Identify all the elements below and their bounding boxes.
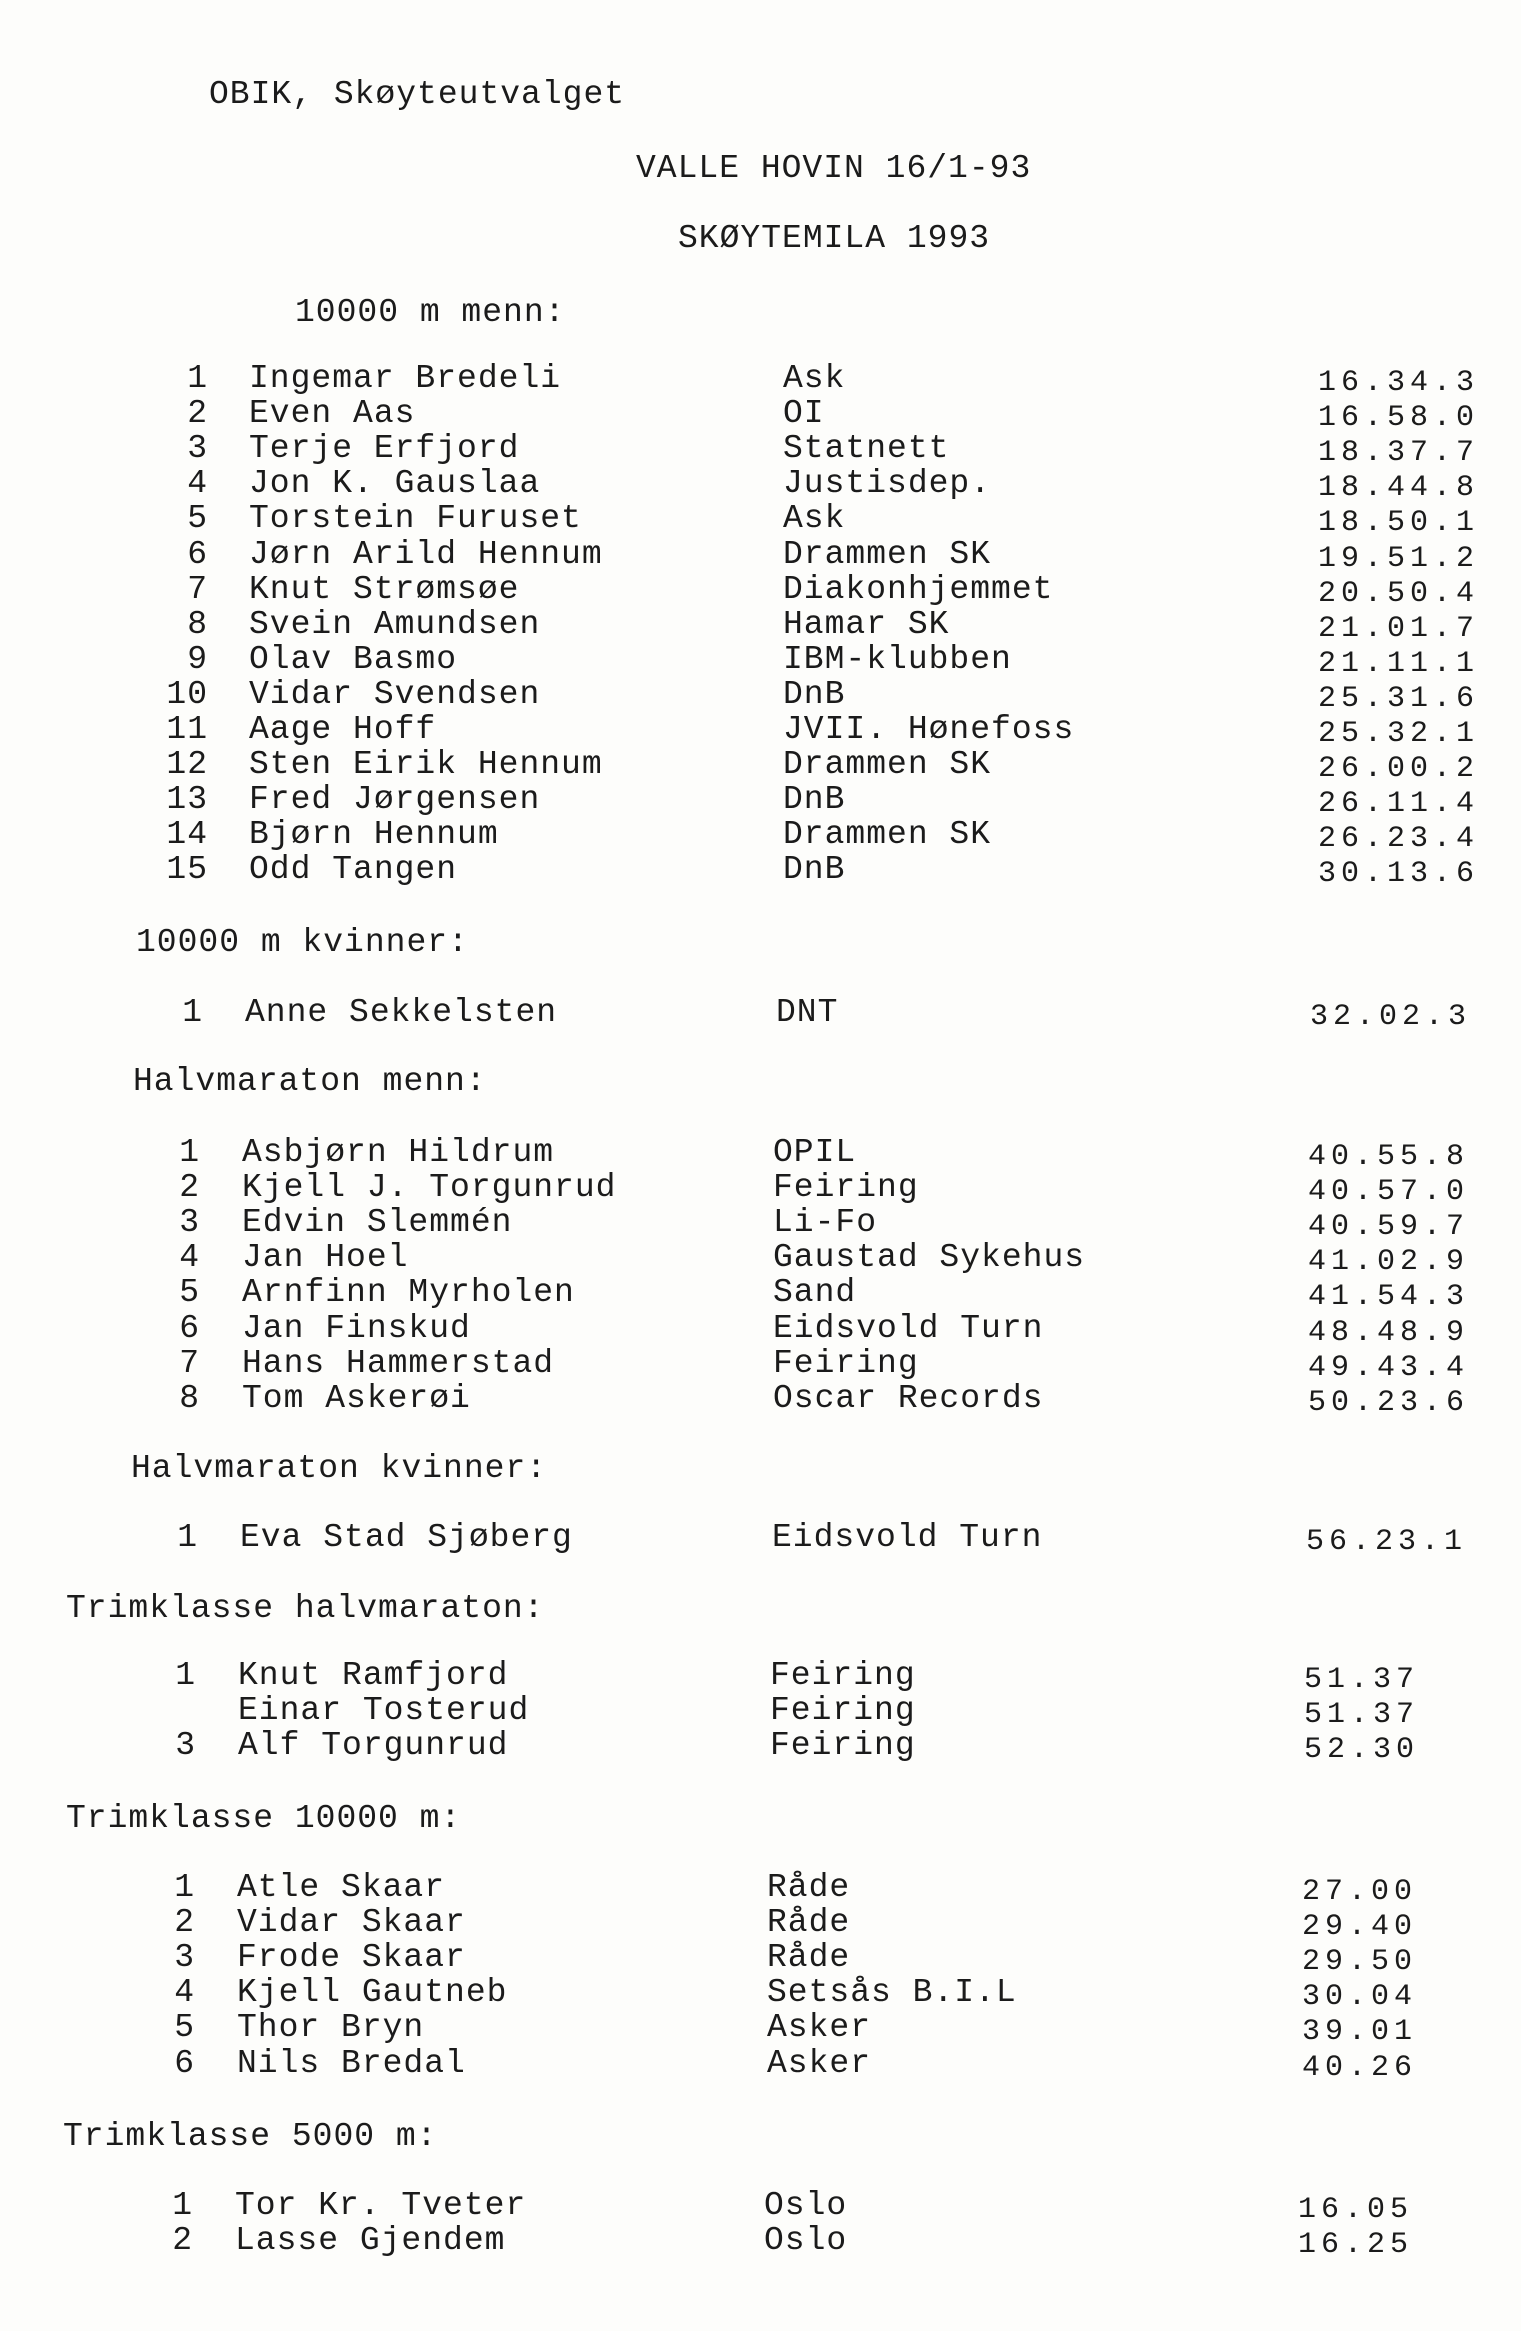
athlete-name: Tom Askerøi bbox=[242, 1380, 471, 1417]
result-row bbox=[0, 1692, 1521, 1732]
athlete-name: Edvin Slemmén bbox=[242, 1204, 513, 1241]
club-name: Råde bbox=[767, 1869, 851, 1906]
club-name: Feiring bbox=[773, 1345, 919, 1382]
result-time: 49.43.4 bbox=[1308, 1351, 1470, 1385]
athlete-name: Jørn Arild Hennum bbox=[249, 536, 603, 573]
result-row bbox=[0, 1904, 1521, 1944]
result-row bbox=[0, 1869, 1521, 1909]
athlete-name: Anne Sekkelsten bbox=[245, 994, 558, 1031]
club-name: Oscar Records bbox=[773, 1380, 1044, 1417]
athlete-name: Even Aas bbox=[249, 395, 416, 432]
rank: 8 bbox=[179, 1380, 200, 1417]
result-time: 25.31.6 bbox=[1318, 682, 1480, 716]
club-name: Drammen SK bbox=[783, 816, 992, 853]
result-row bbox=[0, 816, 1521, 856]
rank: 5 bbox=[179, 1274, 200, 1311]
result-time: 21.01.7 bbox=[1318, 612, 1480, 646]
result-row bbox=[0, 1274, 1521, 1314]
result-time: 16.05 bbox=[1298, 2193, 1414, 2227]
club-name: Hamar SK bbox=[783, 606, 950, 643]
rank: 2 bbox=[179, 1169, 200, 1206]
rank: 2 bbox=[174, 1904, 195, 1941]
rank: 12 bbox=[166, 746, 208, 783]
rank: 1 bbox=[187, 360, 208, 397]
result-time: 51.37 bbox=[1304, 1698, 1420, 1732]
athlete-name: Tor Kr. Tveter bbox=[235, 2187, 527, 2224]
rank: 6 bbox=[179, 1310, 200, 1347]
athlete-name: Jon K. Gauslaa bbox=[249, 465, 541, 502]
result-row bbox=[0, 1310, 1521, 1350]
athlete-name: Kjell J. Torgunrud bbox=[242, 1169, 617, 1206]
rank: 4 bbox=[187, 465, 208, 502]
club-name: OI bbox=[783, 395, 825, 432]
rank: 2 bbox=[172, 2222, 193, 2259]
result-row bbox=[0, 360, 1521, 400]
club-name: Drammen SK bbox=[783, 746, 992, 783]
athlete-name: Aage Hoff bbox=[249, 711, 437, 748]
section-title: 10000 m kvinner: bbox=[136, 924, 469, 961]
result-row bbox=[0, 711, 1521, 751]
rank: 3 bbox=[179, 1204, 200, 1241]
athlete-name: Vidar Skaar bbox=[237, 1904, 466, 1941]
result-time: 30.13.6 bbox=[1318, 857, 1480, 891]
result-time: 18.37.7 bbox=[1318, 436, 1480, 470]
club-name: Diakonhjemmet bbox=[783, 571, 1054, 608]
club-name: Drammen SK bbox=[783, 536, 992, 573]
result-time: 26.11.4 bbox=[1318, 787, 1480, 821]
result-row bbox=[0, 1519, 1521, 1559]
venue-date: VALLE HOVIN 16/1-93 bbox=[636, 150, 1032, 187]
athlete-name: Atle Skaar bbox=[237, 1869, 446, 1906]
result-time: 26.23.4 bbox=[1318, 822, 1480, 856]
result-time: 48.48.9 bbox=[1308, 1316, 1470, 1350]
result-row bbox=[0, 1239, 1521, 1279]
result-row bbox=[0, 536, 1521, 576]
club-name: Asker bbox=[767, 2045, 872, 2082]
club-name: JVII. Hønefoss bbox=[783, 711, 1075, 748]
athlete-name: Eva Stad Sjøberg bbox=[240, 1519, 573, 1556]
athlete-name: Knut Strømsøe bbox=[249, 571, 520, 608]
section-title: Trimklasse halvmaraton: bbox=[66, 1590, 545, 1627]
athlete-name: Jan Hoel bbox=[242, 1239, 409, 1276]
club-name: Ask bbox=[783, 500, 846, 537]
athlete-name: Odd Tangen bbox=[249, 851, 458, 888]
club-name: OPIL bbox=[773, 1134, 857, 1171]
club-name: Setsås B.I.L bbox=[767, 1974, 1017, 2011]
athlete-name: Asbjørn Hildrum bbox=[242, 1134, 555, 1171]
club-name: Feiring bbox=[770, 1692, 916, 1729]
result-row bbox=[0, 994, 1521, 1034]
club-name: Eidsvold Turn bbox=[773, 1310, 1044, 1347]
club-name: Li-Fo bbox=[773, 1204, 878, 1241]
result-time: 51.37 bbox=[1304, 1663, 1420, 1697]
result-row bbox=[0, 641, 1521, 681]
result-row bbox=[0, 1204, 1521, 1244]
result-row bbox=[0, 430, 1521, 470]
result-time: 40.26 bbox=[1302, 2051, 1418, 2085]
rank: 10 bbox=[166, 676, 208, 713]
club-name: Sand bbox=[773, 1274, 857, 1311]
athlete-name: Knut Ramfjord bbox=[238, 1657, 509, 1694]
result-row bbox=[0, 1345, 1521, 1385]
rank: 15 bbox=[166, 851, 208, 888]
rank: 4 bbox=[179, 1239, 200, 1276]
rank: 1 bbox=[179, 1134, 200, 1171]
club-name: Asker bbox=[767, 2009, 872, 2046]
club-name: IBM-klubben bbox=[783, 641, 1012, 678]
result-row bbox=[0, 571, 1521, 611]
result-row bbox=[0, 676, 1521, 716]
rank: 1 bbox=[175, 1657, 196, 1694]
result-row bbox=[0, 851, 1521, 891]
result-time: 30.04 bbox=[1302, 1980, 1418, 2014]
event-title: SKØYTEMILA 1993 bbox=[678, 220, 991, 257]
result-row bbox=[0, 1939, 1521, 1979]
section-title: 10000 m menn: bbox=[295, 294, 566, 331]
result-time: 21.11.1 bbox=[1318, 647, 1480, 681]
result-row bbox=[0, 2187, 1521, 2227]
rank: 3 bbox=[174, 1939, 195, 1976]
rank: 5 bbox=[174, 2009, 195, 2046]
club-name: DnB bbox=[783, 851, 846, 888]
organization-title: OBIK, Skøyteutvalget bbox=[209, 76, 626, 113]
result-time: 40.57.0 bbox=[1308, 1175, 1470, 1209]
result-time: 39.01 bbox=[1302, 2015, 1418, 2049]
result-time: 26.00.2 bbox=[1318, 752, 1480, 786]
result-time: 56.23.1 bbox=[1306, 1525, 1468, 1559]
athlete-name: Olav Basmo bbox=[249, 641, 458, 678]
club-name: DnB bbox=[783, 676, 846, 713]
athlete-name: Thor Bryn bbox=[237, 2009, 425, 2046]
result-time: 19.51.2 bbox=[1318, 542, 1480, 576]
athlete-name: Svein Amundsen bbox=[249, 606, 541, 643]
result-time: 29.40 bbox=[1302, 1910, 1418, 1944]
result-time: 52.30 bbox=[1304, 1733, 1420, 1767]
result-time: 16.34.3 bbox=[1318, 366, 1480, 400]
result-row bbox=[0, 1657, 1521, 1697]
athlete-name: Kjell Gautneb bbox=[237, 1974, 508, 2011]
result-row bbox=[0, 395, 1521, 435]
result-time: 20.50.4 bbox=[1318, 577, 1480, 611]
athlete-name: Sten Eirik Hennum bbox=[249, 746, 603, 783]
rank: 6 bbox=[174, 2045, 195, 2082]
result-time: 25.32.1 bbox=[1318, 717, 1480, 751]
athlete-name: Bjørn Hennum bbox=[249, 816, 499, 853]
club-name: Gaustad Sykehus bbox=[773, 1239, 1086, 1276]
club-name: Råde bbox=[767, 1939, 851, 1976]
club-name: DNT bbox=[776, 994, 839, 1031]
athlete-name: Hans Hammerstad bbox=[242, 1345, 555, 1382]
result-time: 16.58.0 bbox=[1318, 401, 1480, 435]
athlete-name: Alf Torgunrud bbox=[238, 1727, 509, 1764]
rank: 2 bbox=[187, 395, 208, 432]
athlete-name: Torstein Furuset bbox=[249, 500, 582, 537]
club-name: Oslo bbox=[764, 2187, 848, 2224]
result-time: 32.02.3 bbox=[1310, 1000, 1472, 1034]
rank: 1 bbox=[177, 1519, 198, 1556]
club-name: DnB bbox=[783, 781, 846, 818]
result-row bbox=[0, 781, 1521, 821]
result-time: 41.54.3 bbox=[1308, 1280, 1470, 1314]
result-row bbox=[0, 1974, 1521, 2014]
club-name: Statnett bbox=[783, 430, 950, 467]
club-name: Råde bbox=[767, 1904, 851, 1941]
result-row bbox=[0, 2009, 1521, 2049]
rank: 4 bbox=[174, 1974, 195, 2011]
rank: 7 bbox=[179, 1345, 200, 1382]
athlete-name: Ingemar Bredeli bbox=[249, 360, 562, 397]
result-row bbox=[0, 2045, 1521, 2085]
athlete-name: Einar Tosterud bbox=[238, 1692, 530, 1729]
result-row bbox=[0, 1380, 1521, 1420]
result-row bbox=[0, 1727, 1521, 1767]
result-time: 40.59.7 bbox=[1308, 1210, 1470, 1244]
club-name: Feiring bbox=[770, 1727, 916, 1764]
rank: 5 bbox=[187, 500, 208, 537]
club-name: Feiring bbox=[773, 1169, 919, 1206]
club-name: Eidsvold Turn bbox=[772, 1519, 1043, 1556]
result-row bbox=[0, 606, 1521, 646]
club-name: Oslo bbox=[764, 2222, 848, 2259]
athlete-name: Frode Skaar bbox=[237, 1939, 466, 1976]
club-name: Feiring bbox=[770, 1657, 916, 1694]
athlete-name: Terje Erfjord bbox=[249, 430, 520, 467]
result-row bbox=[0, 500, 1521, 540]
rank: 3 bbox=[175, 1727, 196, 1764]
result-time: 18.44.8 bbox=[1318, 471, 1480, 505]
result-time: 18.50.1 bbox=[1318, 506, 1480, 540]
result-time: 27.00 bbox=[1302, 1875, 1418, 1909]
rank: 1 bbox=[182, 994, 203, 1031]
rank: 13 bbox=[166, 781, 208, 818]
result-time: 29.50 bbox=[1302, 1945, 1418, 1979]
rank: 14 bbox=[166, 816, 208, 853]
result-row bbox=[0, 1169, 1521, 1209]
section-title: Trimklasse 10000 m: bbox=[66, 1800, 462, 1837]
athlete-name: Fred Jørgensen bbox=[249, 781, 541, 818]
rank: 6 bbox=[187, 536, 208, 573]
result-time: 41.02.9 bbox=[1308, 1245, 1470, 1279]
athlete-name: Lasse Gjendem bbox=[235, 2222, 506, 2259]
rank: 8 bbox=[187, 606, 208, 643]
section-title: Halvmaraton kvinner: bbox=[131, 1450, 548, 1487]
section-title: Trimklasse 5000 m: bbox=[63, 2118, 438, 2155]
athlete-name: Vidar Svendsen bbox=[249, 676, 541, 713]
rank: 9 bbox=[187, 641, 208, 678]
rank: 11 bbox=[166, 711, 208, 748]
athlete-name: Nils Bredal bbox=[237, 2045, 466, 2082]
athlete-name: Arnfinn Myrholen bbox=[242, 1274, 575, 1311]
club-name: Ask bbox=[783, 360, 846, 397]
section-title: Halvmaraton menn: bbox=[133, 1063, 487, 1100]
rank: 7 bbox=[187, 571, 208, 608]
result-row bbox=[0, 746, 1521, 786]
result-time: 50.23.6 bbox=[1308, 1386, 1470, 1420]
rank: 3 bbox=[187, 430, 208, 467]
athlete-name: Jan Finskud bbox=[242, 1310, 471, 1347]
rank: 1 bbox=[172, 2187, 193, 2224]
rank: 1 bbox=[174, 1869, 195, 1906]
result-time: 16.25 bbox=[1298, 2228, 1414, 2262]
result-row bbox=[0, 1134, 1521, 1174]
club-name: Justisdep. bbox=[783, 465, 992, 502]
result-row bbox=[0, 465, 1521, 505]
result-time: 40.55.8 bbox=[1308, 1140, 1470, 1174]
result-row bbox=[0, 2222, 1521, 2262]
